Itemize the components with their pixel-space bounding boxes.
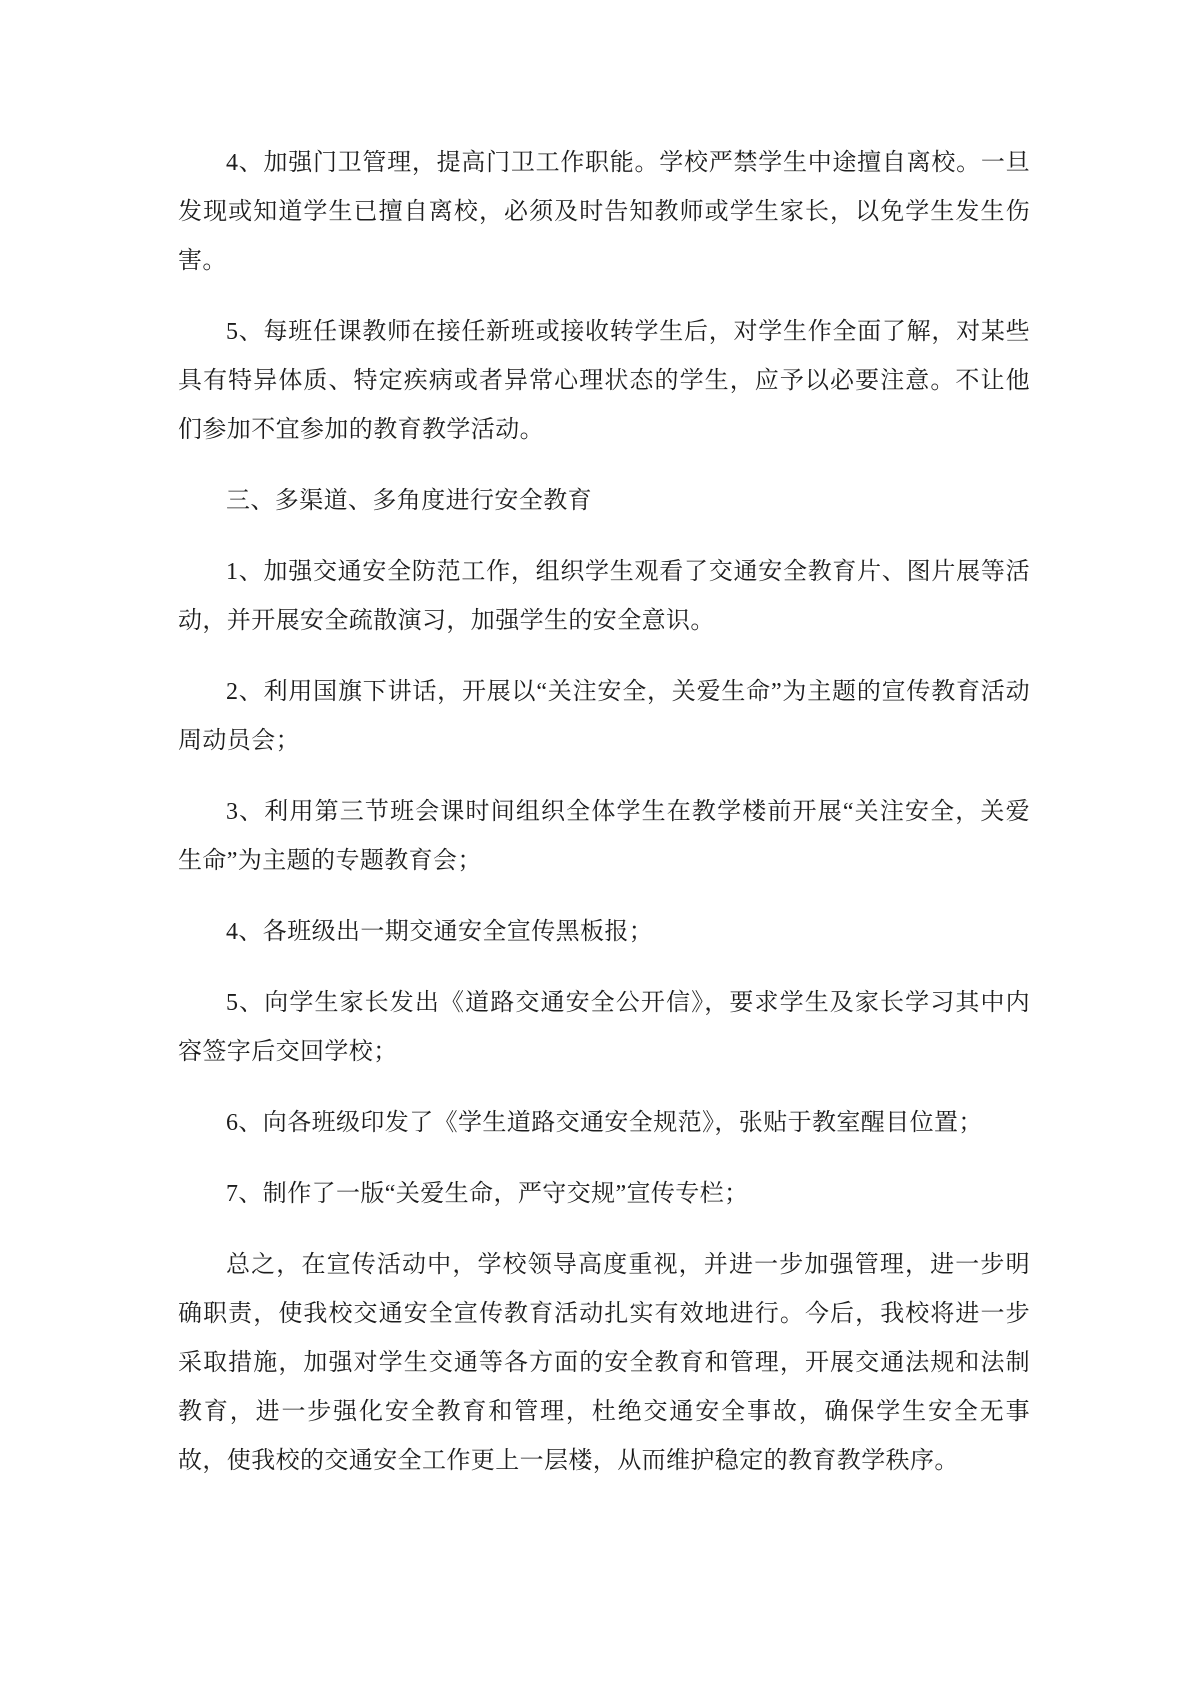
paragraph-open-letter: 5、向学生家长发出《道路交通安全公开信》，要求学生及家长学习其中内容签字后交回学校； [178,990,1030,1065]
paragraph-blackboard-bulletin: 4、各班级出一期交通安全宣传黑板报； [226,919,654,945]
paragraph-class-meeting: 3、利用第三节班会课时间组织全体学生在教学楼前开展“关注安全，关爱生命”为主题的专题教育会； [178,799,1030,874]
paragraph-publicity-column: 7、制作了一版“关爱生命，严守交规”宣传专栏； [226,1181,749,1207]
paragraph-safety-rules-posting: 6、向各班级印发了《学生道路交通安全规范》，张贴于教室醒目位置； [226,1110,983,1136]
paragraph-closing-summary: 总之，在宣传活动中，学校领导高度重视，并进一步加强管理，进一步明确职责，使我校交通安全宣传教育活动扎实有效地进行。今后，我校将进一步采取措施，加强对学生交通等各方面的安全教育和管理，开展交通法规和法制教育，进一步强化安全教育和管理，杜绝交通安全事故，确保学生安全无事故，使我校的交通安全工作更上一层楼，从而维护稳定的教育教学秩序。 [178,1252,1030,1474]
paragraph-flag-speech: 2、利用国旗下讲话，开展以“关注安全，关爱生命”为主题的宣传教育活动周动员会； [178,679,1030,754]
paragraph-traffic-safety-prevention: 1、加强交通安全防范工作，组织学生观看了交通安全教育片、图片展等活动，并开展安全疏散演习，加强学生的安全意识。 [178,559,1030,634]
paragraph-teacher-awareness: 5、每班任课教师在接任新班或接收转学生后，对学生作全面了解，对某些具有特异体质、特定疾病或者异常心理状态的学生，应予以必要注意。不让他们参加不宜参加的教育教学活动。 [178,319,1030,443]
document-body [178,139,1030,1486]
paragraph-gate-management: 4、加强门卫管理，提高门卫工作职能。学校严禁学生中途擅自离校。一旦发现或知道学生已擅自离校，必须及时告知教师或学生家长，以免学生发生伤害。 [178,150,1030,274]
section-heading-safety-education: 三、多渠道、多角度进行安全教育 [226,488,592,514]
